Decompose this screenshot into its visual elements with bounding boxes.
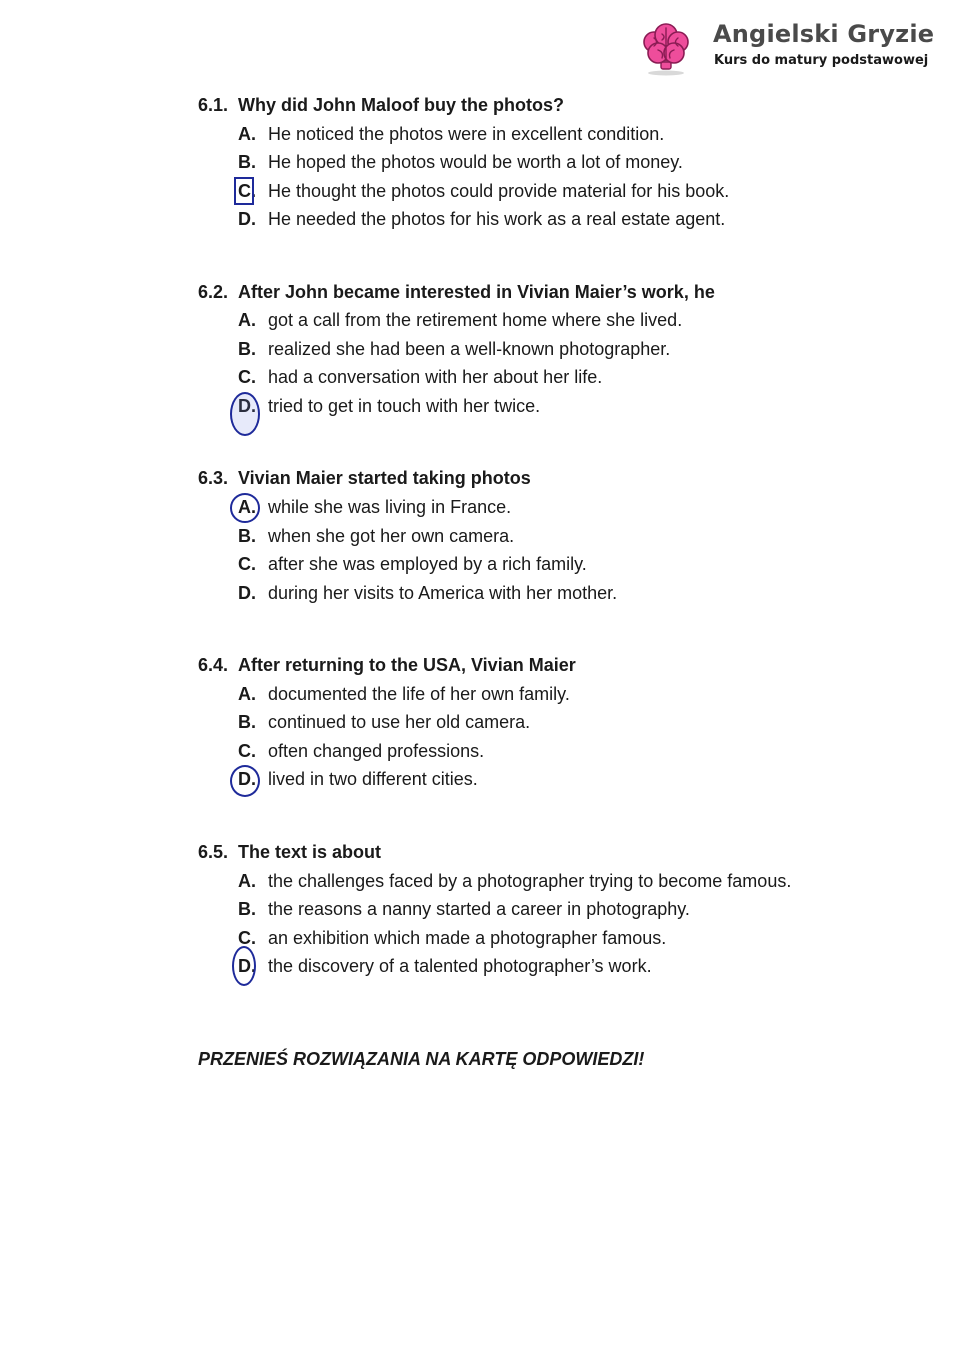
answer-option[interactable] xyxy=(238,928,666,949)
option-text: often changed professions. xyxy=(268,741,485,761)
brand-name: Angielski Gryzie xyxy=(713,20,935,48)
question-text: The text is about xyxy=(238,842,382,862)
question-text: Why did John Maloof buy the photos? xyxy=(238,95,564,115)
option-letter: B. xyxy=(238,339,256,359)
answer-option[interactable] xyxy=(238,152,683,173)
option-letter: A. xyxy=(238,124,256,144)
answer-option[interactable] xyxy=(238,396,540,417)
option-letter: C. xyxy=(238,181,256,201)
option-text: got a call from the retirement home where she lived. xyxy=(268,310,683,330)
question-title xyxy=(198,842,381,863)
option-text: had a conversation with her about her life. xyxy=(268,367,603,387)
option-letter: C. xyxy=(238,928,256,948)
question-number: 6.2. xyxy=(198,282,229,302)
option-text: after she was employed by a rich family. xyxy=(268,554,587,574)
question-text: After returning to the USA, Vivian Maier xyxy=(238,655,576,675)
answer-option[interactable] xyxy=(238,583,617,604)
option-text: He needed the photos for his work as a real estate agent. xyxy=(268,209,726,229)
answer-option[interactable] xyxy=(238,339,670,360)
question-title xyxy=(198,95,564,116)
option-letter: D. xyxy=(238,956,256,976)
answer-option[interactable] xyxy=(238,310,682,331)
answer-option[interactable] xyxy=(238,367,602,388)
answer-mark-circle xyxy=(230,493,260,523)
question-number: 6.1. xyxy=(198,95,229,115)
answer-option[interactable] xyxy=(238,871,791,892)
option-letter: B. xyxy=(238,526,256,546)
answer-mark-circle xyxy=(230,392,260,436)
option-text: tried to get in touch with her twice. xyxy=(268,396,541,416)
answer-option[interactable] xyxy=(238,554,587,575)
option-text: continued to use her old camera. xyxy=(268,712,531,732)
question-number: 6.4. xyxy=(198,655,229,675)
answer-option[interactable] xyxy=(238,899,690,920)
question-text: After John became interested in Vivian Maier’s work, he xyxy=(238,282,715,302)
option-letter: D. xyxy=(238,583,256,603)
option-letter: D. xyxy=(238,396,256,416)
answer-mark-circle xyxy=(232,946,256,986)
answer-option[interactable] xyxy=(238,741,484,762)
answer-option[interactable] xyxy=(238,526,514,547)
answer-option[interactable] xyxy=(238,209,725,230)
answer-mark-box xyxy=(234,177,254,205)
option-letter: A. xyxy=(238,497,256,517)
brain-icon xyxy=(636,18,696,78)
option-letter: C. xyxy=(238,367,256,387)
question-number: 6.3. xyxy=(198,468,229,488)
option-letter: B. xyxy=(238,899,256,919)
option-text: during her visits to America with her mother. xyxy=(268,583,618,603)
option-text: an exhibition which made a photographer famous. xyxy=(268,928,667,948)
option-text: documented the life of her own family. xyxy=(268,684,570,704)
option-text: when she got her own camera. xyxy=(268,526,515,546)
answer-option[interactable] xyxy=(238,497,511,518)
option-text: the discovery of a talented photographer’s work. xyxy=(268,956,652,976)
option-letter: A. xyxy=(238,684,256,704)
option-letter: A. xyxy=(238,871,256,891)
option-letter: B. xyxy=(238,712,256,732)
footer-note: PRZENIEŚ ROZWIĄZANIA NA KARTĘ ODPOWIEDZI! xyxy=(198,1049,645,1069)
option-letter: A. xyxy=(238,310,256,330)
option-text: the challenges faced by a photographer trying to become famous. xyxy=(268,871,792,891)
option-text: lived in two different cities. xyxy=(268,769,478,789)
answer-option[interactable] xyxy=(238,124,664,145)
option-letter: B. xyxy=(238,152,256,172)
answer-option[interactable] xyxy=(238,181,729,202)
option-text: He noticed the photos were in excellent condition. xyxy=(268,124,665,144)
question-title xyxy=(198,468,531,489)
option-letter: D. xyxy=(238,209,256,229)
question-title xyxy=(198,655,576,676)
option-letter: C. xyxy=(238,741,256,761)
option-text: while she was living in France. xyxy=(268,497,512,517)
option-text: realized she had been a well-known photographer. xyxy=(268,339,671,359)
option-text: He hoped the photos would be worth a lot of money. xyxy=(268,152,683,172)
answer-option[interactable] xyxy=(238,684,570,705)
answer-option[interactable] xyxy=(238,712,530,733)
answer-option[interactable] xyxy=(238,956,652,977)
option-text: He thought the photos could provide material for his book. xyxy=(268,181,730,201)
question-title xyxy=(198,282,715,303)
answer-mark-circle xyxy=(230,765,260,797)
question-number: 6.5. xyxy=(198,842,229,862)
brand-tagline: Kurs do matury podstawowej xyxy=(714,53,929,68)
question-text: Vivian Maier started taking photos xyxy=(238,468,531,488)
option-letter: C. xyxy=(238,554,256,574)
answer-option[interactable] xyxy=(238,769,478,790)
option-letter: D. xyxy=(238,769,256,789)
option-text: the reasons a nanny started a career in photography. xyxy=(268,899,690,919)
